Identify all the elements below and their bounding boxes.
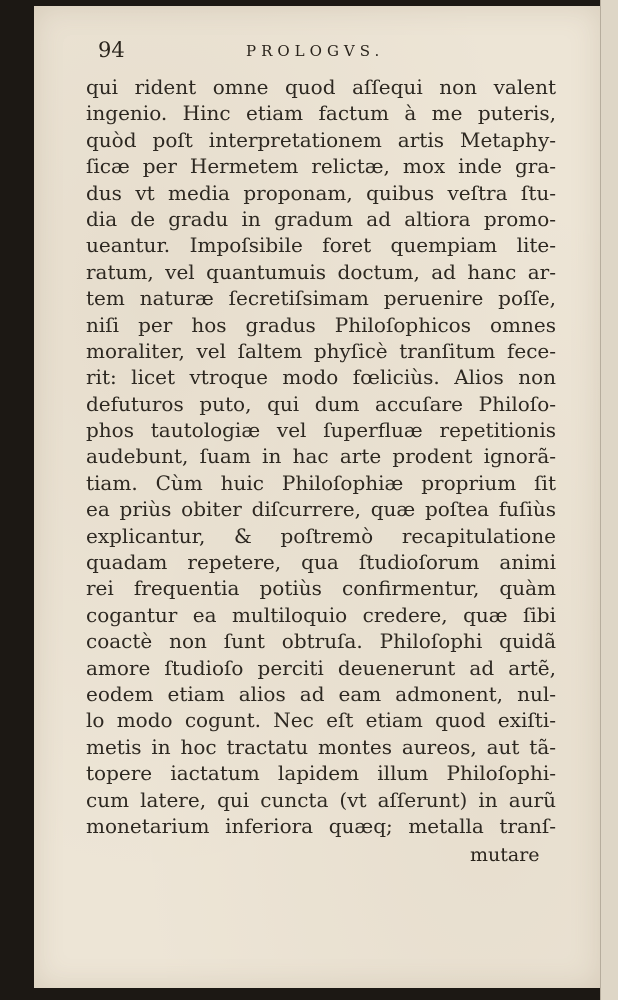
text-line: monetarium inferiora quæq; metalla tranſ- bbox=[86, 813, 556, 838]
text-line: defuturos puto, qui dum accuſare Philoſo- bbox=[86, 391, 556, 416]
text-line: quòd poſt interpretationem artis Metaphy- bbox=[86, 127, 556, 152]
text-line: ratum, vel quantumuis doctum, ad hanc ar- bbox=[86, 259, 556, 284]
text-line: niſi per hos gradus Philoſophicos omnes bbox=[86, 312, 556, 337]
text-line: cogantur ea multiloquio credere, quæ ſibi bbox=[86, 602, 556, 627]
folio-number: 94 bbox=[98, 38, 125, 62]
text-line: qui rident omne quod aſſequi non valent bbox=[86, 75, 556, 99]
text-line: ingenio. Hinc etiam factum à me puteris, bbox=[86, 101, 556, 126]
running-title: PROLOGVS. bbox=[246, 42, 385, 60]
text-line: dia de gradu in gradum ad altiora promo- bbox=[86, 206, 556, 231]
text-line: ea priùs obiter diſcurrere, quæ poſtea fuſiùs bbox=[86, 497, 556, 522]
text-line: dus vt media proponam, quibus veſtra ſtu- bbox=[86, 180, 556, 205]
text-line: explicantur, & poſtremò recapitulatione bbox=[86, 523, 556, 548]
text-line: tiam. Cùm huic Philoſophiæ proprium ſit bbox=[86, 470, 556, 495]
text-line: quadam repetere, qua ſtudioſorum animi bbox=[86, 550, 556, 575]
text-line: tem naturæ ſecretiſsimam peruenire poſſe, bbox=[86, 286, 556, 311]
text-line: ſicæ per Hermetem relictæ, mox inde gra- bbox=[86, 154, 556, 179]
text-line: coactè non ſunt obtruſa. Philoſophi quidã bbox=[86, 629, 556, 654]
text-line: audebunt, ſuam in hac arte prodent ignorã- bbox=[86, 444, 556, 469]
text-line: metis in hoc tractatu montes aureos, aut tã- bbox=[86, 734, 556, 759]
text-line: cum latere, qui cuncta (vt aſſerunt) in aurũ bbox=[86, 787, 556, 812]
text-line: moraliter, vel ſaltem phyſicè tranſitum fece- bbox=[86, 338, 556, 363]
text-line: amore ſtudioſo perciti deuenerunt ad artẽ, bbox=[86, 655, 556, 680]
text-line: lo modo cogunt. Nec eſt etiam quod exiſti- bbox=[86, 708, 556, 733]
text-line: topere iactatum lapidem illum Philoſophi- bbox=[86, 761, 556, 786]
next-page-edge bbox=[600, 0, 618, 1000]
body-text bbox=[86, 74, 556, 839]
text-line: rit: licet vtroque modo fœliciùs. Alios non bbox=[86, 365, 556, 390]
text-line: ueantur. Impoſsibile foret quempiam lite- bbox=[86, 233, 556, 258]
page-header bbox=[98, 38, 468, 66]
catchword: mutare bbox=[470, 844, 540, 866]
text-line: phos tautologiæ vel ſuperfluæ repetitionis bbox=[86, 418, 556, 443]
text-line: eodem etiam alios ad eam admonent, nul- bbox=[86, 681, 556, 706]
text-line: rei frequentia potiùs confirmentur, quàm bbox=[86, 576, 556, 601]
